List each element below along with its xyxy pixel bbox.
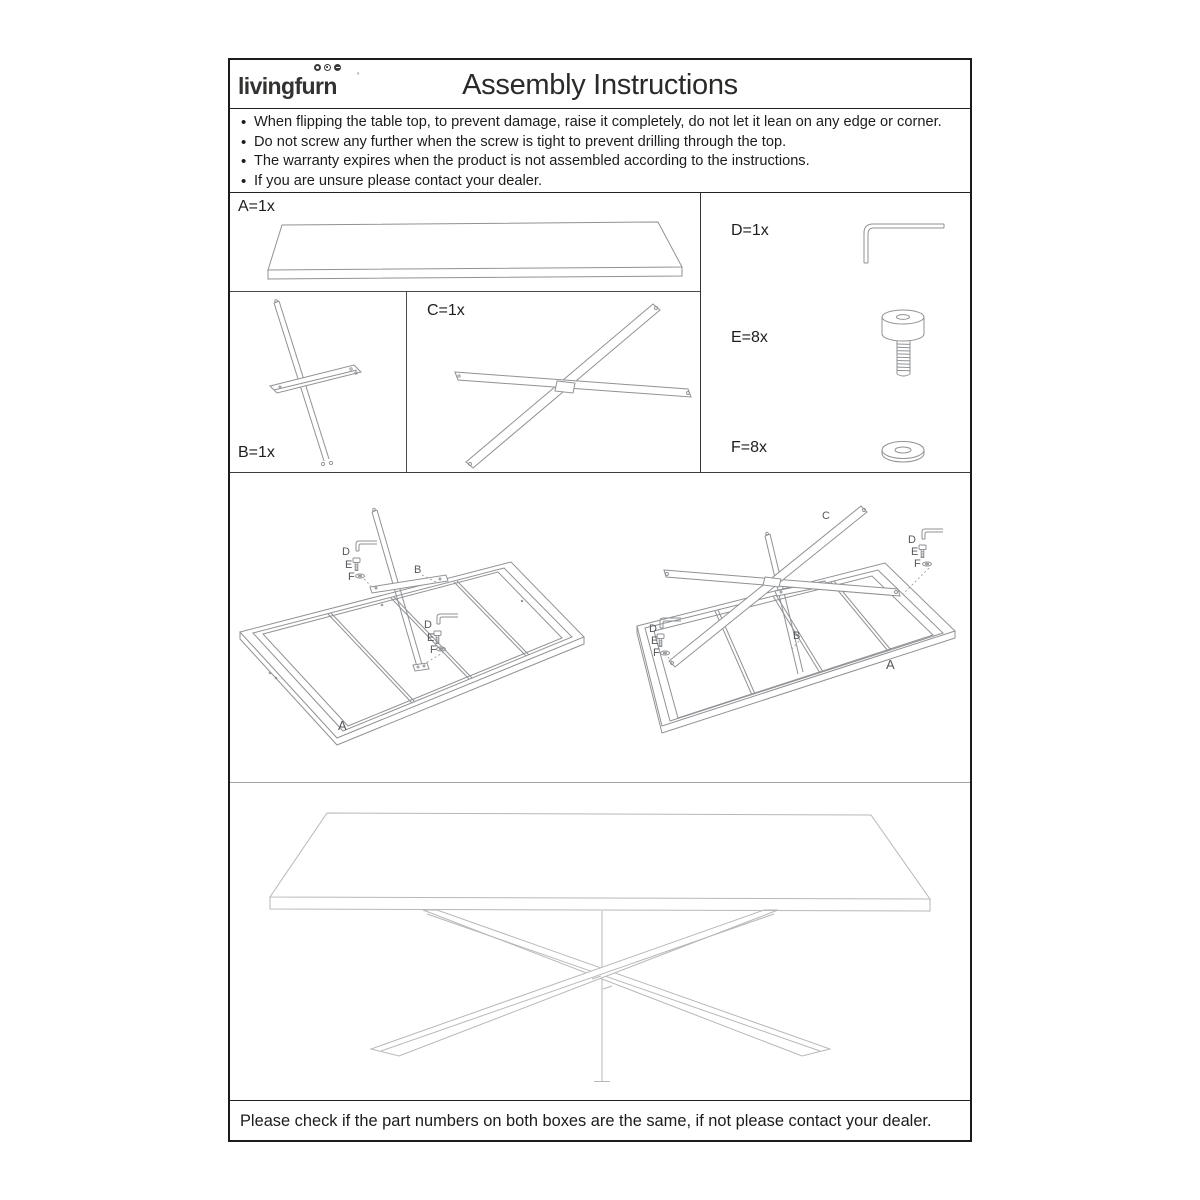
allen-key-icon (356, 541, 377, 551)
warning-item: • When flipping the table top, to prevent damage, raise it completely, do not let it lean on any edge or corner. (240, 113, 962, 133)
instruction-sheet (228, 58, 972, 1142)
diagram-label-e: E (427, 632, 435, 644)
washer-icon (923, 562, 932, 566)
washer-icon (356, 574, 365, 578)
diagram-label-e: E (651, 635, 659, 647)
bolt-icon (919, 545, 926, 558)
parts-section (230, 192, 970, 472)
diagram-label-e: E (345, 559, 353, 571)
diagram-label-d: D (342, 546, 350, 558)
diagram-label-a: A (886, 657, 895, 672)
part-cell-table-top (230, 193, 700, 291)
diagram-label-d: D (908, 534, 916, 546)
part-label-e: E=8x (731, 329, 768, 346)
hardware-column (700, 193, 970, 473)
brand-name: livingfurn (238, 73, 337, 99)
bolt-icon (353, 558, 360, 571)
part-label-f: F=8x (731, 439, 768, 456)
part-label-d: D=1x (731, 222, 769, 239)
assembled-table-drawing (230, 783, 970, 1100)
warning-item: • Do not screw any further when the screw is tight to prevent drilling through the top. (240, 133, 962, 153)
step-diagram-attach-leg (240, 508, 584, 745)
footer-note: Please check if the part numbers on both boxes are the same, if not please contact your dealer. (230, 1100, 970, 1140)
diagram-label-b: B (793, 630, 801, 642)
diagram-label-e: E (911, 546, 919, 558)
step-diagram-attach-cross (637, 506, 955, 733)
diagram-label-f: F (348, 571, 355, 583)
assembled-table-section (230, 782, 970, 1100)
part-label-a: A=1x (238, 198, 275, 215)
part-cell-leg-frame (230, 291, 406, 473)
diagram-label-f: F (653, 647, 660, 659)
warning-item: • The warranty expires when the product is not assembled according to the instructions. (240, 152, 962, 172)
diagram-label-d: D (424, 619, 432, 631)
diagram-label-c: C (822, 510, 830, 522)
warning-item: • If you are unsure please contact your dealer. (240, 172, 962, 192)
part-label-c: C=1x (427, 302, 465, 319)
page-title: Assembly Instructions (462, 69, 738, 101)
brand-trademark: ’ (357, 71, 359, 81)
allen-key-icon (922, 529, 943, 539)
assembly-steps-section (230, 472, 970, 782)
table-top-drawing (230, 193, 700, 291)
bolt-drawing (882, 310, 924, 376)
assembly-diagrams (230, 473, 970, 782)
allen-key-drawing (864, 224, 944, 263)
part-cell-cross-frame (406, 291, 700, 473)
warning-list (230, 108, 970, 192)
diagram-label-b: B (414, 564, 422, 576)
part-label-b: B=1x (238, 444, 275, 461)
header (230, 60, 970, 108)
diagram-label-f: F (914, 558, 921, 570)
diagram-label-d: D (649, 623, 657, 635)
washer-drawing (882, 442, 924, 463)
diagram-label-f: F (430, 644, 437, 656)
diagram-label-a: A (338, 718, 347, 733)
